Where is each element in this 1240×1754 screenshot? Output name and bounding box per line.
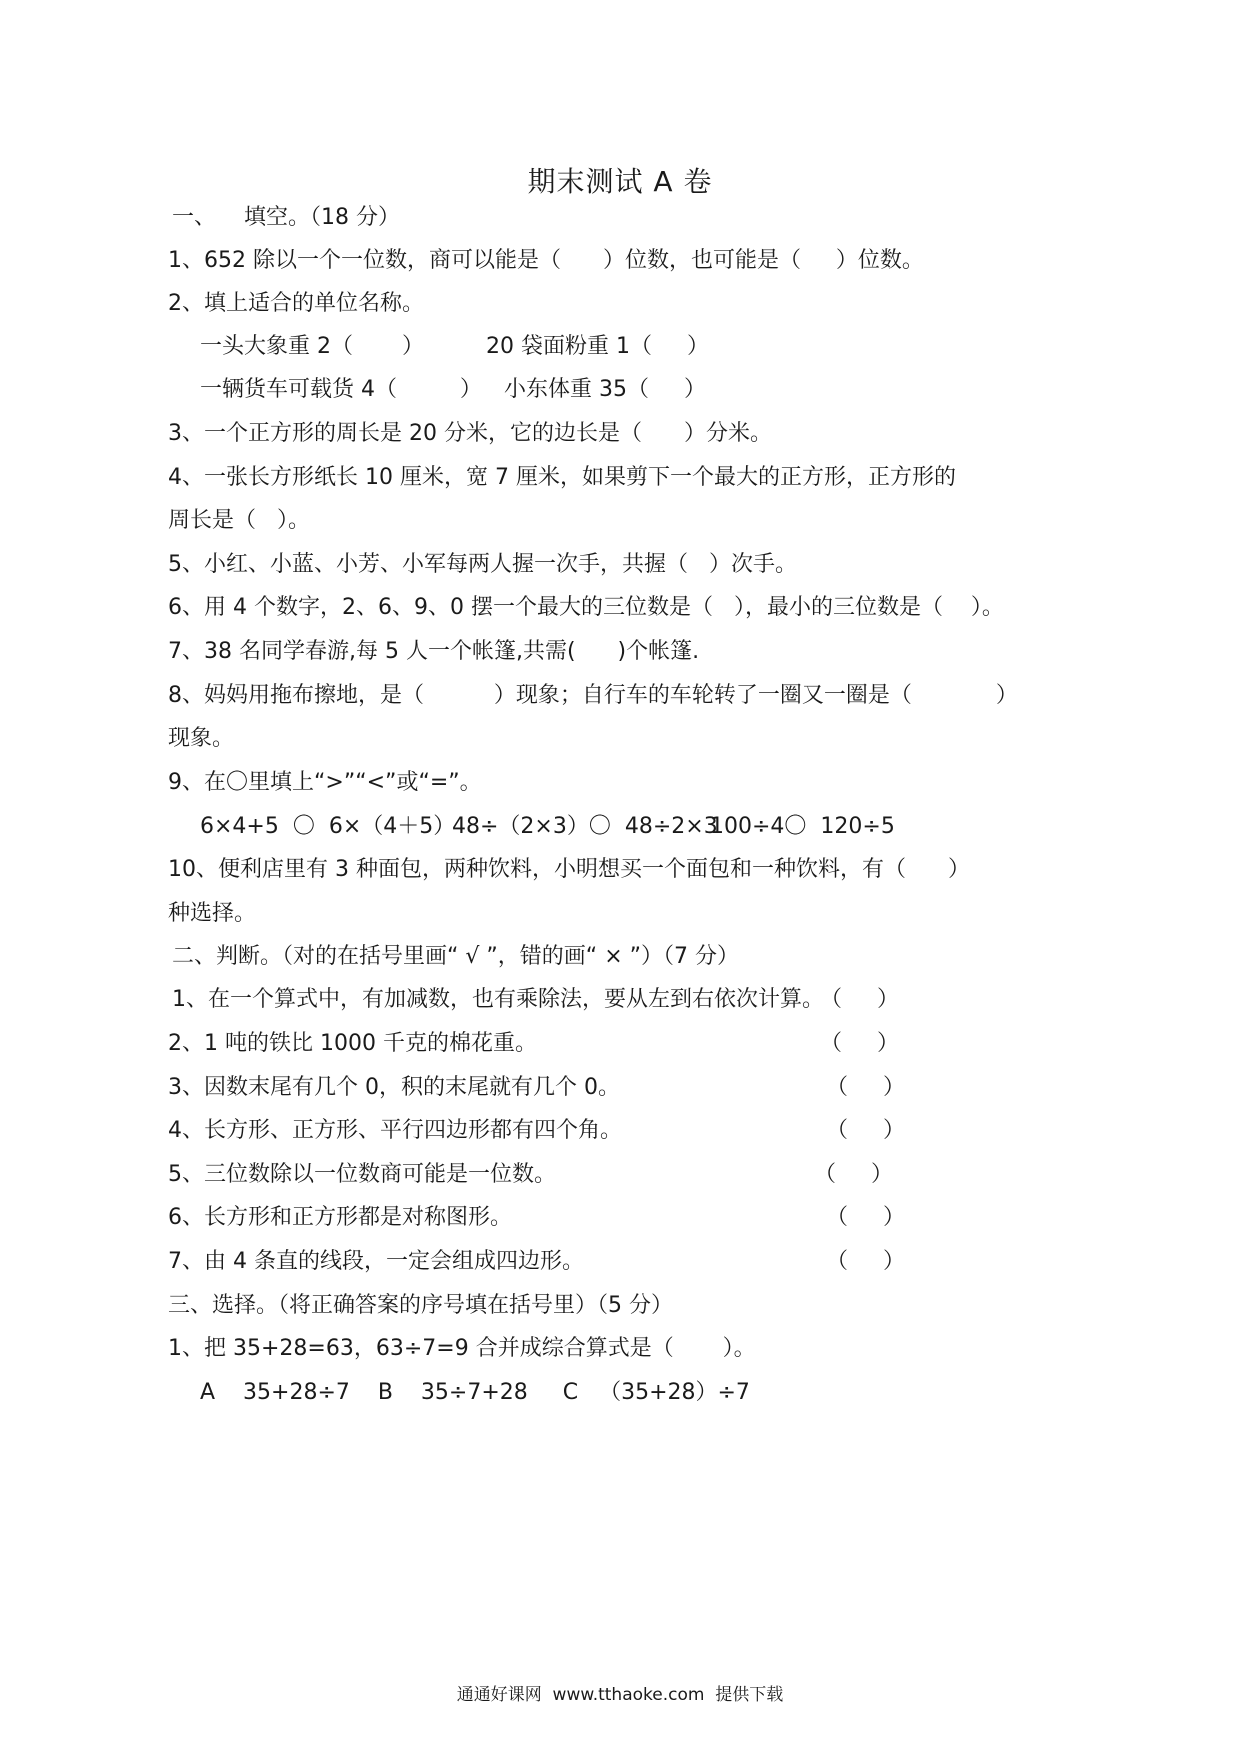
question-1-9a: 6×4+5 〇 6×（4＋5） bbox=[200, 814, 456, 839]
question-1-3: 3、一个正方形的周长是 20 分米，它的边长是（ ）分米。 bbox=[168, 421, 772, 446]
footer-source: 通通好课网 www.tthaoke.com 提供下载 bbox=[456, 1685, 784, 1705]
judge-item-6-text: 6、长方形和正方形都是对称图形。 bbox=[168, 1205, 512, 1230]
judge-item-1-text: 1、在一个算式中，有加减数，也有乘除法，要从左到右依次计算。 bbox=[172, 987, 824, 1012]
judge-item-7-text: 7、由 4 条直的线段，一定会组成四边形。 bbox=[168, 1249, 584, 1274]
question-1-2b-right: 小东体重 35（ ） bbox=[504, 377, 706, 402]
section-3-heading: 三、选择。（将正确答案的序号填在括号里）（5 分） bbox=[168, 1293, 673, 1318]
question-1-2a-right: 20 袋面粉重 1（ ） bbox=[486, 334, 709, 359]
question-1-9: 9、在〇里填上“>”“<”或“=”。 bbox=[168, 770, 482, 795]
section-2-heading: 二、判断。（对的在括号里画“ √ ”，错的画“ × ”）（7 分） bbox=[172, 944, 740, 969]
question-1-1: 1、652 除以一个一位数，商可以能是（ ）位数，也可能是（ ）位数。 bbox=[168, 248, 924, 273]
question-1-6: 6、用 4 个数字，2、6、9、0 摆一个最大的三位数是（ ），最小的三位数是（ ）。 bbox=[168, 595, 1004, 620]
question-1-10-line2: 种选择。 bbox=[168, 901, 257, 926]
question-1-9b: 48÷（2×3）〇 48÷2×3 bbox=[452, 814, 718, 839]
page-title: 期末测试 A 卷 bbox=[527, 165, 713, 198]
judge-item-1-paren: （ ） bbox=[820, 987, 899, 1012]
choice-question-1: 1、把 35+28=63，63÷7=9 合并成综合算式是（ ）。 bbox=[168, 1336, 756, 1361]
question-1-8-line1: 8、妈妈用拖布擦地，是（ ）现象；自行车的车轮转了一圈又一圈是（ ） bbox=[168, 683, 1018, 708]
question-1-10-line1: 10、便利店里有 3 种面包，两种饮料，小明想买一个面包和一种饮料，有（ ） bbox=[168, 857, 970, 882]
judge-item-3-text: 3、因数末尾有几个 0，积的末尾就有几个 0。 bbox=[168, 1075, 620, 1100]
judge-item-4-paren: （ ） bbox=[826, 1118, 905, 1143]
question-1-4-line1: 4、一张长方形纸长 10 厘米，宽 7 厘米，如果剪下一个最大的正方形，正方形的 bbox=[168, 465, 956, 490]
question-1-4-line2: 周长是（ ）。 bbox=[168, 508, 310, 533]
question-1-7: 7、38 名同学春游,每 5 人一个帐篷,共需( )个帐篷. bbox=[168, 639, 700, 664]
judge-item-7-paren: （ ） bbox=[826, 1249, 905, 1274]
section-1-heading: 一、 填空。（18 分） bbox=[172, 205, 400, 230]
judge-item-5-text: 5、三位数除以一位数商可能是一位数。 bbox=[168, 1162, 556, 1187]
judge-item-6-paren: （ ） bbox=[826, 1205, 905, 1230]
judge-item-5-paren: （ ） bbox=[814, 1162, 893, 1187]
question-1-2a-left: 一头大象重 2（ ） bbox=[200, 334, 424, 359]
question-1-5: 5、小红、小蓝、小芳、小军每两人握一次手，共握（ ）次手。 bbox=[168, 552, 797, 577]
question-1-9c: 100÷4〇 120÷5 bbox=[710, 814, 895, 839]
question-1-8-line2: 现象。 bbox=[168, 726, 235, 751]
choice-question-1-options: A 35+28÷7 B 35÷7+28 C （35+28）÷7 bbox=[200, 1380, 750, 1405]
judge-item-3-paren: （ ） bbox=[826, 1075, 905, 1100]
judge-item-2-paren: （ ） bbox=[820, 1031, 899, 1056]
judge-item-4-text: 4、长方形、正方形、平行四边形都有四个角。 bbox=[168, 1118, 622, 1143]
judge-item-2-text: 2、1 吨的铁比 1000 千克的棉花重。 bbox=[168, 1031, 537, 1056]
question-1-2b-left: 一辆货车可载货 4（ ） bbox=[200, 377, 482, 402]
question-1-2: 2、填上适合的单位名称。 bbox=[168, 291, 424, 316]
